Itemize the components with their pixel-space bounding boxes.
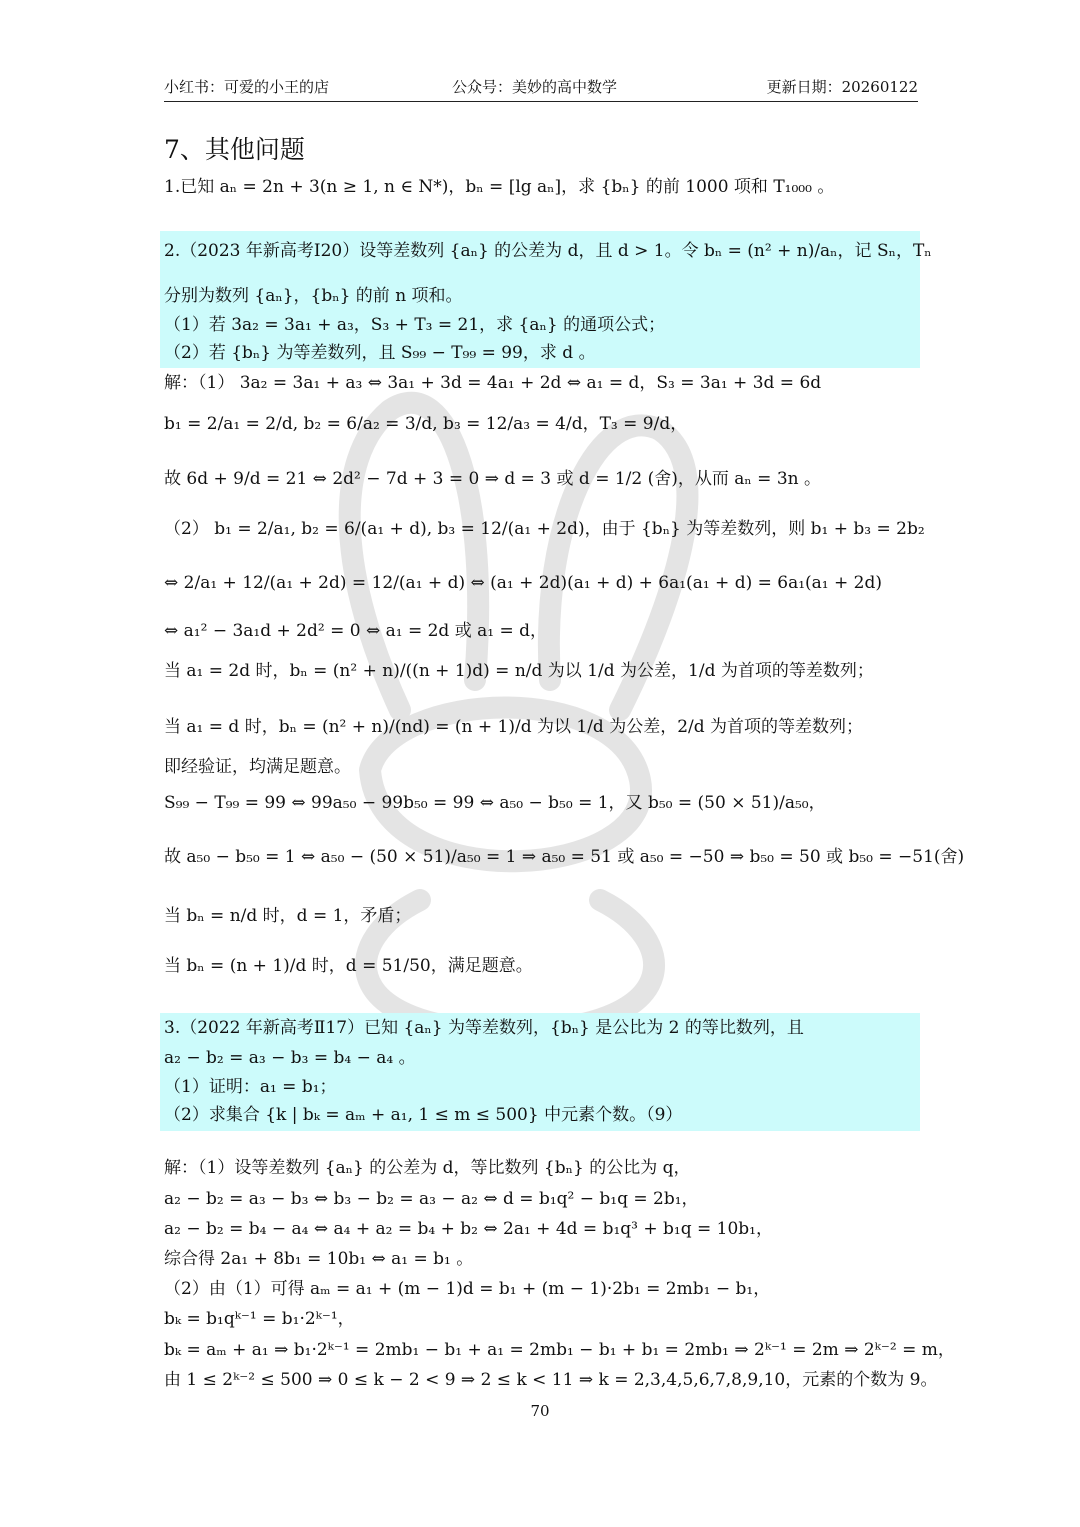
text-line: 1.已知 aₙ = 2n + 3(n ≥ 1, n ∈ N*)，bₙ = [lg aₙ]，求 {bₙ} 的前 1000 项和 T₁₀₀₀ 。 [164,177,835,197]
header-center-text: 公众号：美妙的高中数学 [452,78,618,96]
text-line: 由 1 ≤ 2ᵏ⁻² ≤ 500 ⇒ 0 ≤ k − 2 < 9 ⇒ 2 ≤ k < 11 ⇒ k = 2,3,4,5,6,7,8,9,10，元素的个数为 9。 [164,1370,938,1390]
text-line: 即经验证，均满足题意。 [164,757,351,777]
text-line: 故 6d + 9/d = 21 ⇔ 2d² − 7d + 3 = 0 ⇒ d = 3 或 d = 1/2 (舍)，从而 aₙ = 3n 。 [164,469,821,489]
text-line: bₖ = b₁qᵏ⁻¹ = b₁·2ᵏ⁻¹， [164,1309,355,1329]
text-line: （2）求集合 {k | bₖ = aₘ + a₁, 1 ≤ m ≤ 500} 中元素个数。（9） [164,1105,683,1125]
text-line: （2）若 {bₙ} 为等差数列，且 S₉₉ − T₉₉ = 99，求 d 。 [164,343,596,363]
text-line: a₂ − b₂ = a₃ − b₃ ⇔ b₃ − b₂ = a₃ − a₂ ⇔ d = b₁q² − b₁q = 2b₁， [164,1189,699,1209]
text-line: S₉₉ − T₉₉ = 99 ⇔ 99a₅₀ − 99b₅₀ = 99 ⇔ a₅₀ − b₅₀ = 1，又 b₅₀ = (50 × 51)/a₅₀， [164,793,826,813]
text-line: ⇔ 2/a₁ + 12/(a₁ + 2d) = 12/(a₁ + d) ⇔ (a₁ + 2d)(a₁ + d) + 6a₁(a₁ + d) = 6a₁(a₁ + 2d) [164,573,882,593]
page-header [164,76,918,100]
text-line: a₂ − b₂ = b₄ − a₄ ⇔ a₄ + a₂ = b₄ + b₂ ⇔ 2a₁ + 4d = b₁q³ + b₁q = 10b₁， [164,1219,773,1239]
text-line: 当 bₙ = (n + 1)/d 时，d = 51/50，满足题意。 [164,956,533,976]
header-left-text: 小红书：可爱的小王的店 [164,78,330,96]
text-line: 3.（2022 年新高考Ⅱ17）已知 {aₙ} 为等差数列，{bₙ} 是公比为 2 的等比数列，且 [164,1018,804,1038]
text-line: （1）证明：a₁ = b₁； [164,1077,337,1097]
text-line: 解：（1） 3a₂ = 3a₁ + a₃ ⇔ 3a₁ + 3d = 4a₁ + 2d ⇔ a₁ = d，S₃ = 3a₁ + 3d = 6d [164,373,822,393]
text-line: 当 a₁ = d 时，bₙ = (n² + n)/(nd) = (n + 1)/d 为以 1/d 为公差，2/d 为首项的等差数列； [164,717,864,737]
text-line: 2.（2023 年新高考Ⅰ20）设等差数列 {aₙ} 的公差为 d，且 d > 1。令 bₙ = (n² + n)/aₙ，记 Sₙ，Tₙ [164,241,932,261]
text-line: bₖ = aₘ + a₁ ⇒ b₁·2ᵏ⁻¹ = 2mb₁ − b₁ + a₁ = 2mb₁ − b₁ + b₁ = 2mb₁ ⇒ 2ᵏ⁻¹ = 2m ⇒ 2ᵏ⁻² = m， [164,1340,955,1360]
text-line: 综合得 2a₁ + 8b₁ = 10b₁ ⇔ a₁ = b₁ 。 [164,1249,474,1269]
text-line: b₁ = 2/a₁ = 2/d, b₂ = 6/a₂ = 3/d, b₃ = 12/a₃ = 4/d，T₃ = 9/d， [164,414,688,434]
text-line: 当 a₁ = 2d 时，bₙ = (n² + n)/((n + 1)d) = n/d 为以 1/d 为公差，1/d 为首项的等差数列； [164,661,874,681]
text-line: a₂ − b₂ = a₃ − b₃ = b₄ − a₄ 。 [164,1048,416,1068]
text-line: （1）若 3a₂ = 3a₁ + a₃，S₃ + T₃ = 21，求 {aₙ} 的通项公式； [164,315,666,335]
text-line: 当 bₙ = n/d 时，d = 1，矛盾； [164,906,412,926]
text-line: ⇔ a₁² − 3a₁d + 2d² = 0 ⇔ a₁ = 2d 或 a₁ = d， [164,621,547,641]
text-line: （2） b₁ = 2/a₁, b₂ = 6/(a₁ + d), b₃ = 12/(a₁ + 2d)，由于 {bₙ} 为等差数列，则 b₁ + b₃ = 2b₂ [164,519,925,539]
text-line: 解：（1）设等差数列 {aₙ} 的公差为 d，等比数列 {bₙ} 的公比为 q， [164,1158,691,1178]
header-right-text: 更新日期：20260122 [766,78,918,96]
text-line: （2）由（1）可得 aₘ = a₁ + (m − 1)d = b₁ + (m − 1)·2b₁ = 2mb₁ − b₁， [164,1279,771,1299]
text-line: 分别为数列 {aₙ}，{bₙ} 的前 n 项和。 [164,286,463,306]
section-title: 7、其他问题 [164,135,305,164]
header-divider [164,101,918,102]
text-line: 故 a₅₀ − b₅₀ = 1 ⇔ a₅₀ − (50 × 51)/a₅₀ = 1 ⇒ a₅₀ = 51 或 a₅₀ = −50 ⇒ b₅₀ = 50 或 b₅₀ = −51(舍) [164,847,965,867]
page-number: 70 [530,1402,550,1420]
